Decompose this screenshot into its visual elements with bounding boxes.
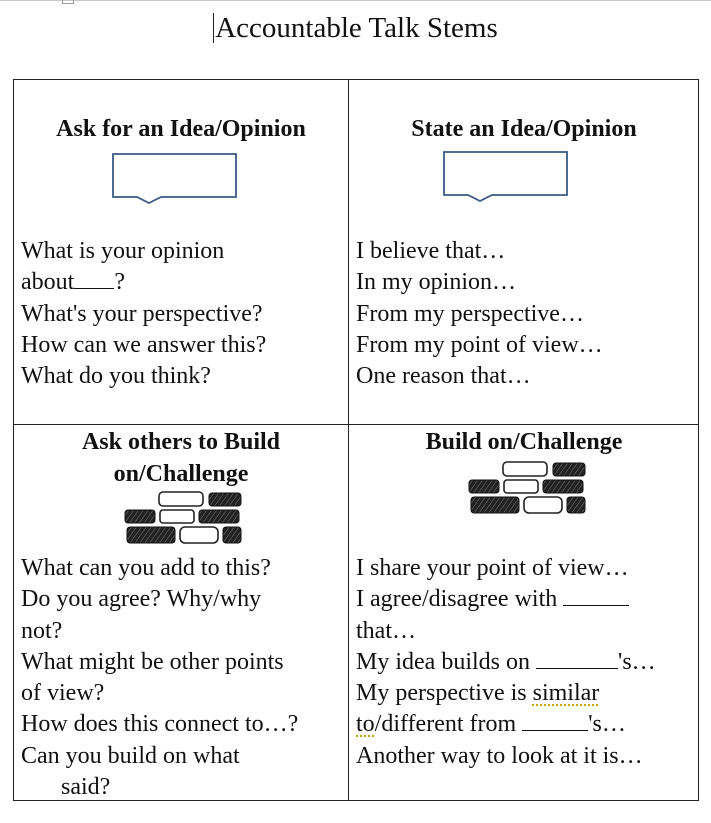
page-title: Accountable Talk Stems [215, 12, 498, 44]
list-item: to/different from 's… [356, 711, 626, 738]
table-horizontal-divider [13, 424, 699, 425]
list-item: Another way to look at it is… [356, 742, 643, 769]
list-item: What is your opinion [21, 238, 225, 264]
list-item: Can you build on what [21, 742, 240, 769]
list-item: not? [21, 617, 63, 644]
page-corner-mark [62, 0, 74, 4]
state-idea-heading: State an Idea/Opinion [411, 116, 637, 142]
spelling-flag: similar [532, 680, 600, 707]
list-item: of view? [21, 680, 105, 707]
brick-wall-icon [123, 490, 245, 548]
list-item: My perspective is similar [356, 680, 600, 707]
list-item: How can we answer this? [21, 331, 267, 358]
ask-build-heading: Ask others to Build on/Challenge [81, 429, 281, 487]
list-item: said? [61, 774, 111, 801]
build-heading: Build on/Challenge [425, 429, 623, 455]
fill-in-blank [522, 712, 588, 731]
list-item: From my perspective… [356, 300, 584, 327]
list-item: Do you agree? Why/why [21, 586, 262, 613]
list-item: What can you add to this? [21, 555, 271, 581]
page-top-edge [0, 0, 711, 1]
list-item: What might be other points [21, 648, 284, 675]
list-item: One reason that… [356, 363, 531, 390]
fill-in-blank [536, 650, 618, 669]
fill-in-blank [563, 587, 629, 606]
ask-build-stems [21, 553, 298, 803]
list-item: I agree/disagree with [356, 584, 656, 615]
state-idea-stems [356, 236, 603, 392]
list-item: From my point of view… [356, 331, 603, 358]
list-item: about ? [21, 269, 125, 296]
speech-bubble-icon [111, 152, 239, 206]
speech-bubble-icon [442, 150, 570, 204]
fill-in-blank [74, 270, 114, 289]
list-item: I believe that… [356, 238, 506, 264]
list-item: that… [356, 617, 416, 644]
list-item: I share your point of view… [356, 555, 629, 581]
build-stems [356, 553, 656, 772]
list-item: In my opinion… [356, 269, 516, 296]
list-item: What do you think? [21, 363, 211, 390]
spelling-flag: to [356, 711, 375, 738]
list-item: How does this connect to…? [21, 711, 299, 738]
ask-idea-heading: Ask for an Idea/Opinion [56, 116, 306, 142]
brick-wall-icon [467, 460, 589, 518]
list-item: My idea builds on 's… [356, 648, 656, 675]
list-item: What's your perspective? [21, 300, 263, 327]
ask-idea-stems [21, 236, 266, 392]
